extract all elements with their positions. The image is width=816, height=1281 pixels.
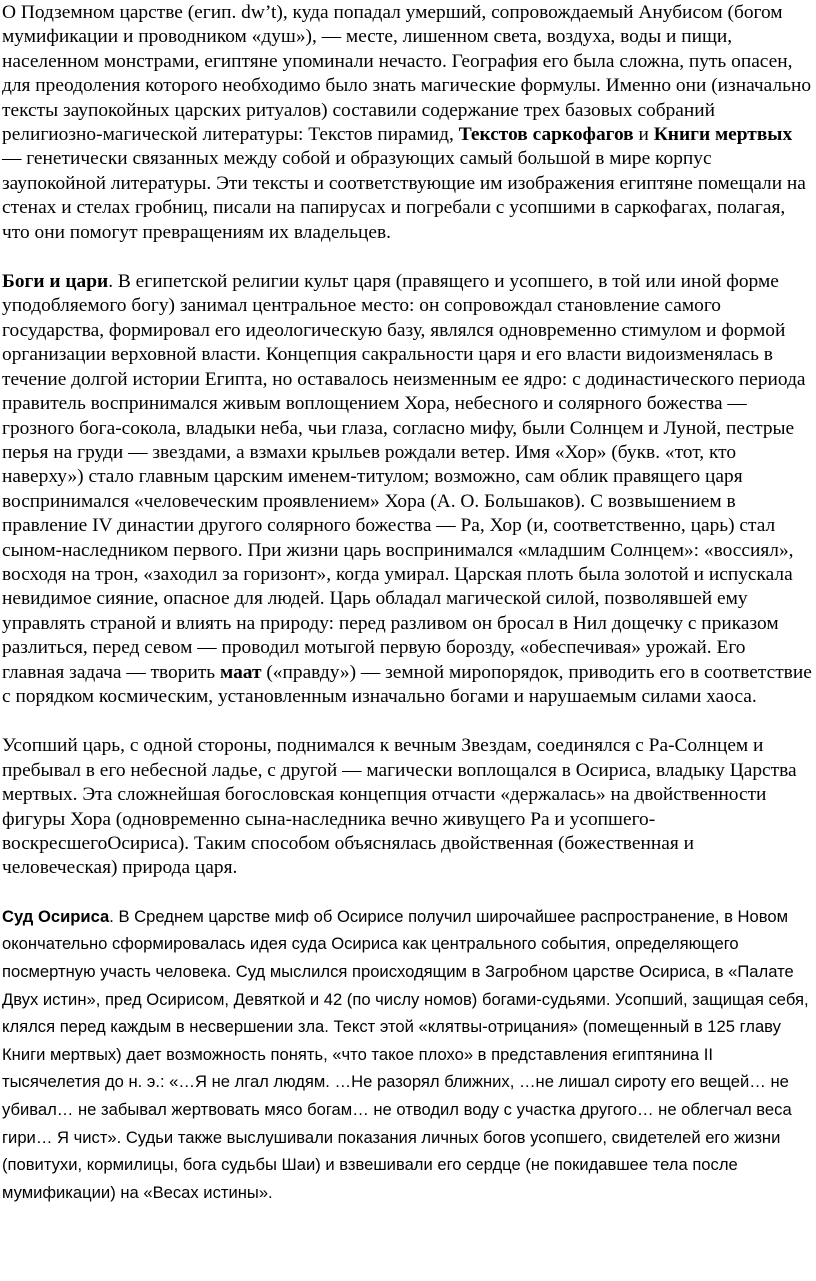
text-run: О Подземном царстве (егип. dw’t), куда попадал умерший, сопровождаемый Анубисом (богом мумификации и проводником «душ»), — месте, лишенном света, воздуха, воды и пищи, населенном монстрами, египтяне упоминали нечасто. География его была сложна, путь опасен, для преодоления которого необходимо было знать магические формулы. Именно они (изначально тексты заупокойных царских ритуалов) составили содержание трех базовых собраний религиозно-магической литературы: Текстов пирамид, bbox=[2, 2, 812, 146]
section-heading-gods-and-kings: Боги и цари bbox=[2, 271, 109, 293]
bold-term-book-of-dead: Книги мертвых bbox=[653, 124, 793, 146]
text-run: Усопший царь, с одной стороны, поднимался к вечным Звездам, соединялся с Ра-Солнцем и пребывал в его небесной ладье, с другой — магически воплощался в Осириса, владыку Царства мертвых. Эта сложнейшая богословская концепция отчасти «держалась» на двойственности фигуры Хора (одновременно сына-наследника вечно живущего Ра и усопшего-воскресшегоОсириса). Таким способом объяснялась двойственная (божественная и человеческая) природа царя. bbox=[2, 735, 797, 879]
text-run: — генетически связанных между собой и образующих самый большой в мире корпус заупокойной литературы. Эти тексты и соответствующие им изображения египтяне помещали на стенах и стелах гробниц, писали на папирусах и погребали с усопшими в саркофагах, полагая, что они помогут превращениям их владельцев. bbox=[2, 148, 806, 243]
document-page bbox=[0, 1, 816, 1281]
text-run: . В египетской религии культ царя (правящего и усопшего, в той или иной форме уподобляемого богу) занимал центральное место: он сопровождал становление самого государства, формировал его идеологическую базу, являлся одновременно стимулом и формой организации верховной власти. Концепция сакральности царя и его власти видоизменялась в течение долгой истории Египта, но оставалось неизменным ее ядро: с додинастического периода правитель воспринимался живым воплощением Хора, небесного и солярного божества — грозного бога-сокола, владыки неба, чьи глаза, согласно мифу, были Солнцем и Луной, пестрые перья на груди — звездами, а взмахи крыльев рождали ветер. Имя «Хор» (букв. «тот, кто наверху») стало главным царским именем-титулом; возможно, сам облик правящего царя воспринимался «человеческим проявлением» Хора (А. О. Большаков). С возвышением в правление IV династии другого солярного божества — Ра, Хор (и, соответственно, царь) стал сыном-наследником первого. При жизни царь воспринимался «младшим Солнцем»: «воссиял», восходя на трон, «заходил за горизонт», когда умирал. Царская плоть была золотой и испускала невидимое сияние, опасное для людей. Царь обладал магической силой, позволявшей ему управлять страной и влиять на природу: перед разливом он бросал в Нил дощечку с приказом разлиться, перед севом — проводил мотыгой первую борозду, «обеспечивая» урожай. Его главная задача — творить bbox=[2, 271, 806, 683]
bold-term-coffin-texts: Текстов саркофагов bbox=[458, 124, 634, 146]
paragraph-judgment-of-osiris bbox=[2, 903, 812, 1207]
text-run: и bbox=[633, 124, 654, 146]
bold-term-maat: маат bbox=[220, 661, 262, 683]
section-heading-judgment-of-osiris: Суд Осириса bbox=[2, 906, 110, 926]
paragraph-gods-and-kings bbox=[2, 270, 812, 709]
text-run: . В Среднем царстве миф об Осирисе получил широчайшее распространение, в Новом окончательно сформировалась идея суда Осириса как центрального события, определяющего посмертную участь человека. Суд мыслился происходящим в Загробном царстве Осириса, в «Палате Двух истин», пред Осирисом, Девяткой и 42 (по числу номов) богами-судьями. Усопший, защищая себя, клялся перед каждым в несвершении зла. Текст этой «клятвы-отрицания» (помещенный в 125 главу Книги мертвых) дает возможность понять, «что такое плохо» в представления египтянина II тысячелетия до н. э.: «…Я не лгал людям. …Не разорял ближних, …не лишал сироту его вещей… не убивал… не забывал жертвовать мясо богам… не отводил воду с участка другого… не облегчал веса гири… Я чист». Судьи также выслушивали показания личных богов усопшего, свидетелей его жизни (повитухи, кормилицы, бога судьбы Шаи) и взвешивали его сердце (не покидавшее тела после мумификации) на «Весах истины». bbox=[2, 906, 809, 1202]
paragraph-deceased-king bbox=[2, 734, 812, 880]
text-run: («правду») — земной миропорядок, приводить его в соответствие с порядком космическим, установленным изначально богами и нарушаемым силами хаоса. bbox=[2, 661, 812, 707]
paragraph-underworld bbox=[2, 1, 812, 245]
